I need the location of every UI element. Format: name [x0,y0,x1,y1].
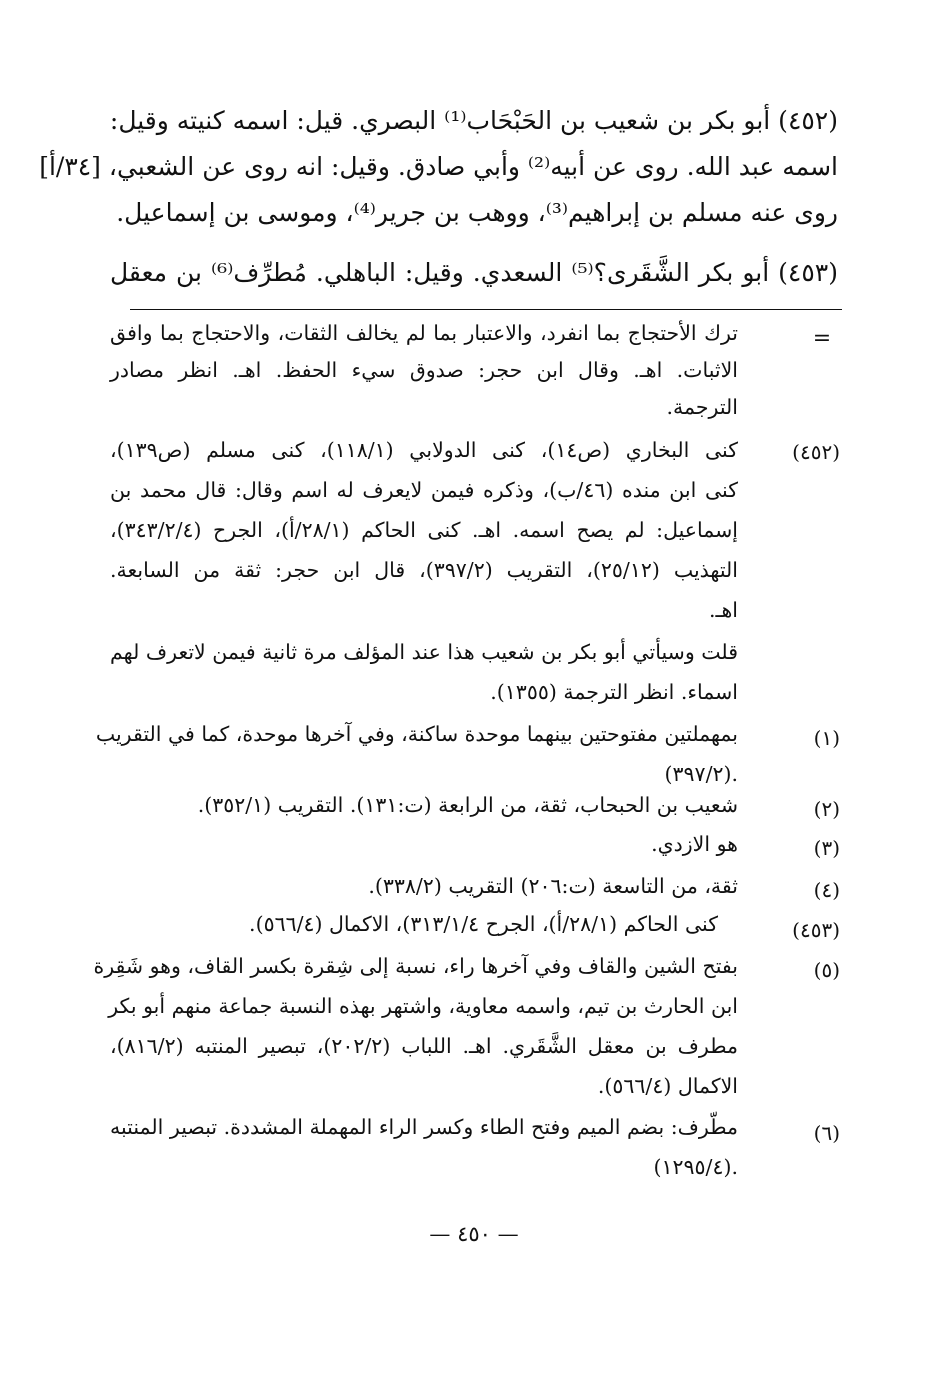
footnote-label: (٤٥٣) [792,918,840,942]
footnote-label: (٣) [813,836,840,860]
footnote-line: الاكمال (٥٦٦/٤). [597,1074,738,1098]
footnote-label: (٥) [813,958,840,982]
footnote-line: بفتح الشين والقاف وفي آخرها راء، نسبة إلى شِقرة بكسر القاف، وهو شَقِرة [93,954,738,978]
footnote-continuation-mark: = [812,326,832,351]
footnote-line: شعيب بن الحبحاب، ثقة، من الرابعة (ت:١٣١). التقريب (٣٥٢/١). [197,793,738,817]
entry-452-line-2: اسمه عبد الله. روى عن أبيه⁽²⁾ وأبي صادق. وقيل: انه روى عن الشعبي، [٣٤/أ] [39,152,838,181]
footnote-line: إسماعيل: لم يصح اسمه. اهـ. كنى الحاكم (٢٨/١/أ)، الجرح (٣٤٣/٢/٤)، [110,518,738,542]
entry-452-line-3: روى عنه مسلم بن إبراهيم⁽³⁾، ووهب بن جرير⁽⁴⁾، وموسى بن إسماعيل. [116,198,838,227]
footnote-label: (٤٥٢) [792,440,840,464]
footnote-line: الاثبات. اهـ. وقال ابن حجر: صدوق سيء الحفظ. اهـ. انظر مصادر [110,358,738,382]
footnote-line: مطّرف: بضم الميم وفتح الطاء وكسر الراء المهملة المشددة. تبصير المنتبه [110,1115,738,1139]
footnote-line: اسماء. انظر الترجمة (١٣٥٥). [490,680,738,704]
footnote-label: (٢) [813,797,840,821]
footnote-separator [130,309,842,310]
footnote-line: .(٣٩٧/٢) [664,762,738,786]
footnote-line: قلت وسيأتي أبو بكر بن شعيب هذا عند المؤلف مرة ثانية فيمن لاتعرف لهم [110,640,738,664]
footnote-line: كنى ابن منده (٤٦/ب)، وذكره فيمن لايعرف له اسم وقال: قال محمد بن [110,478,738,502]
footnote-line: ثقة، من التاسعة (ت:٢٠٦) التقريب (٣٣٨/٢). [368,874,738,898]
footnote-line: مطرف بن معقل الشَّقَري. اهـ. اللباب (٢٠٢/٢)، تبصير المنتبه (٨١٦/٢)، [110,1034,739,1058]
footnote-line: ترك الأحتجاج بما انفرد، والاعتبار بما لم يخالف الثقات، والاحتجاج بما وافق [110,321,738,345]
footnote-line: كنى الحاكم (٢٨/١/أ)، الجرح ٣١٣/١/٤)، الاكمال (٥٦٦/٤). [249,912,718,936]
entry-452-line-1: (٤٥٢) أبو بكر بن شعيب بن الحَبْحَاب⁽¹⁾ البصري. قيل: اسمه كنيته وقيل: [109,106,838,135]
footnote-line: .(١٢٩٥/٤) [653,1155,738,1179]
footnote-line: كنى البخاري (ص١٤)، كنى الدولابي (١١٨/١)، كنى مسلم (ص١٣٩)، [110,438,739,462]
footnote-line: هو الازدي. [651,832,738,856]
footnote-line: ابن الحارث بن تيم، واسمه معاوية، واشتهر بهذه النسبة جماعة منهم أبو بكر [108,994,738,1018]
footnote-line: اهـ. [708,598,738,622]
footnote-line: الترجمة. [666,395,738,419]
footnote-label: (٦) [813,1121,840,1145]
page-number: — ٤٥٠ — [429,1222,519,1246]
footnote-line: التهذيب (٢٥/١٢)، التقريب (٣٩٧/٢)، قال ابن حجر: ثقة من السابعة. [110,558,739,582]
footnote-label: (١) [813,726,840,750]
entry-453-line-1: (٤٥٣) أبو بكر الشَّقَرى؟⁽⁵⁾ السعدي. وقيل: الباهلي. مُطرِّف⁽⁶⁾ بن معقل [110,258,838,287]
footnote-label: (٤) [813,878,840,902]
footnote-line: بمهملتين مفتوحتين بينهما موحدة ساكنة، وفي آخرها موحدة، كما في التقريب [95,722,738,746]
